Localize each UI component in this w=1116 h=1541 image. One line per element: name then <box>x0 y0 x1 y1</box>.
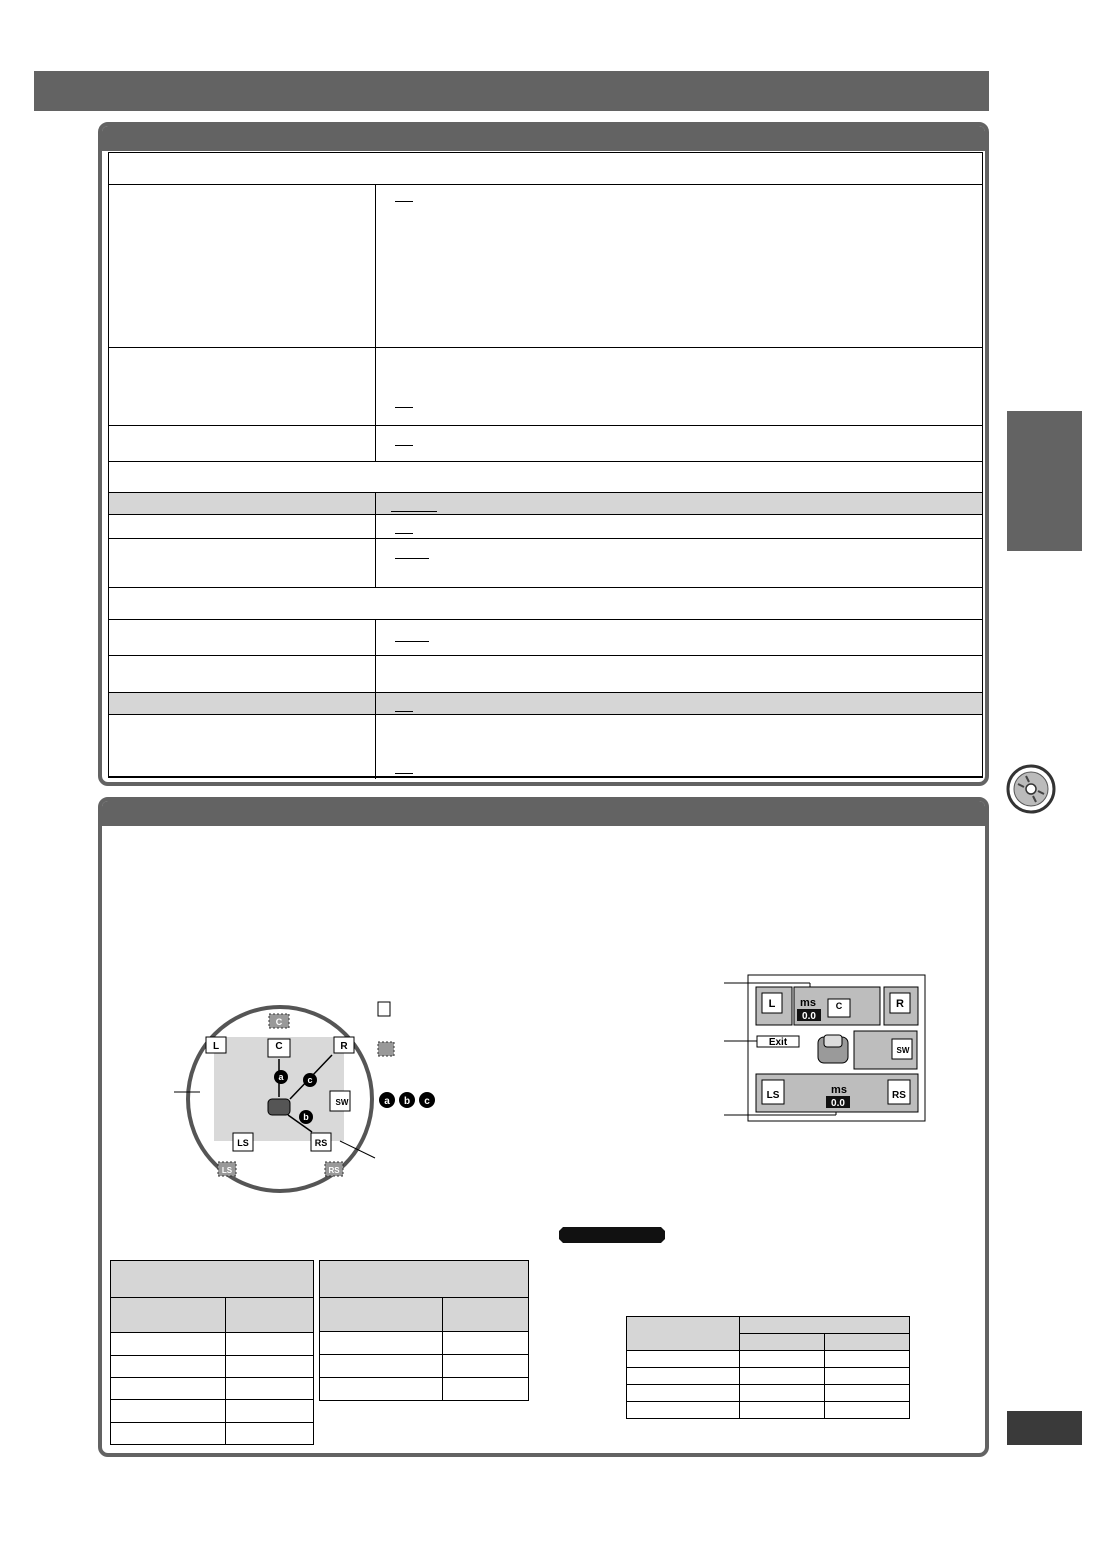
svg-text:R: R <box>340 1041 348 1052</box>
speaker-delay-panel-header <box>102 801 985 826</box>
svg-text:LS: LS <box>766 1090 780 1101</box>
side-chapter-tab <box>1007 411 1082 551</box>
shaded-row-1 <box>109 492 982 514</box>
svg-text:c: c <box>424 1096 430 1107</box>
svg-text:ms: ms <box>800 997 816 1009</box>
svg-text:a: a <box>278 1072 284 1082</box>
svg-text:0.0: 0.0 <box>831 1098 845 1109</box>
svg-text:L: L <box>768 998 776 1010</box>
svg-text:R: R <box>896 998 904 1010</box>
distance-table-left <box>110 1260 314 1445</box>
svg-text:SW: SW <box>335 1098 349 1107</box>
svg-text:C: C <box>275 1017 283 1027</box>
settings-panel <box>98 122 989 786</box>
top-title-bar <box>34 71 989 111</box>
note-banner <box>557 1225 667 1245</box>
shaded-row-2 <box>109 692 982 714</box>
delay-settings-screen <box>724 973 929 1123</box>
settings-panel-header <box>102 126 985 151</box>
svg-text:RS: RS <box>328 1166 340 1175</box>
svg-text:a: a <box>384 1096 390 1107</box>
diagram-legend <box>375 997 465 1112</box>
svg-text:RS: RS <box>314 1138 328 1148</box>
disc-icon <box>1006 764 1056 814</box>
svg-text:RS: RS <box>892 1090 906 1101</box>
svg-text:b: b <box>303 1112 309 1122</box>
legend-speaker-icon <box>378 1002 390 1016</box>
svg-text:LS: LS <box>221 1166 233 1175</box>
svg-text:L: L <box>212 1041 220 1052</box>
svg-text:b: b <box>403 1096 411 1107</box>
settings-table <box>108 152 983 778</box>
delay-table-right <box>626 1316 910 1419</box>
distance-table-middle <box>319 1260 529 1401</box>
svg-text:ms: ms <box>831 1084 847 1096</box>
legend-alt-speaker-icon <box>378 1042 394 1056</box>
svg-text:LS: LS <box>237 1138 249 1148</box>
svg-text:C: C <box>275 1041 283 1052</box>
svg-text:Exit: Exit <box>768 1037 788 1048</box>
page-number-box <box>1007 1411 1082 1445</box>
svg-text:SW: SW <box>896 1046 910 1055</box>
listener-seat-icon <box>268 1099 290 1115</box>
svg-text:0.0: 0.0 <box>802 1011 816 1022</box>
svg-text:C: C <box>835 1001 843 1011</box>
svg-text:c: c <box>307 1075 313 1085</box>
